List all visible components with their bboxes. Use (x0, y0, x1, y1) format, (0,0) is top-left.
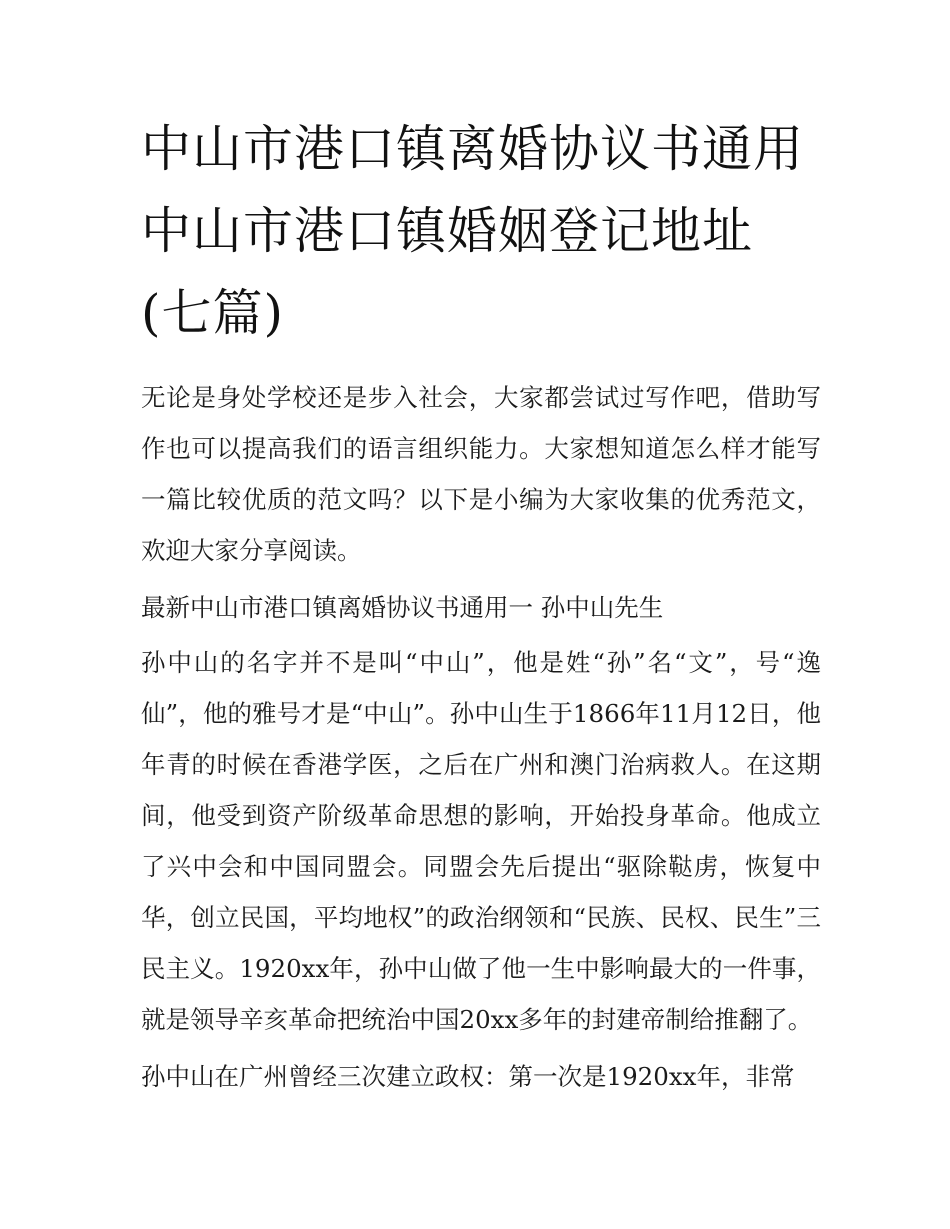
document-body (141, 372, 821, 1102)
document-title: 中山市港口镇离婚协议书通用中山市港口镇婚姻登记地址(七篇) (141, 120, 804, 342)
intro-paragraph: 无论是身处学校还是步入社会，大家都尝试过写作吧，借助写作也可以提高我们的语言组织能力。大家想知道怎么样才能写一篇比较优质的范文吗？以下是小编为大家收集的优秀范文，欢迎大家分享阅读。 (141, 383, 821, 565)
body-paragraph: 孙中山的名字并不是叫“中山”，他是姓“孙”名“文”，号“逸仙”，他的雅号才是“中山”。孙中山生于1866年11月12日，他年青的时候在香港学医，之后在广州和澳门治病救人。在这期间，他受到资产阶级革命思想的影响，开始投身革命。他成立了兴中会和中国同盟会。同盟会先后提出“驱除鞑虏，恢复中华，创立民国，平均地权”的政治纲领和“民族、民权、民生”三民主义。1920xx年，孙中山做了他一生中影响最大的一件事，就是领导辛亥革命把统治中国20xx多年的封建帝制给推翻了。 (141, 648, 821, 1034)
body-paragraph: 孙中山在广州曾经三次建立政权：第一次是1920xx年，非常 (141, 1062, 795, 1091)
document-page (141, 108, 821, 1108)
section-heading: 最新中山市港口镇离婚协议书通用一 孙中山先生 (141, 593, 664, 622)
